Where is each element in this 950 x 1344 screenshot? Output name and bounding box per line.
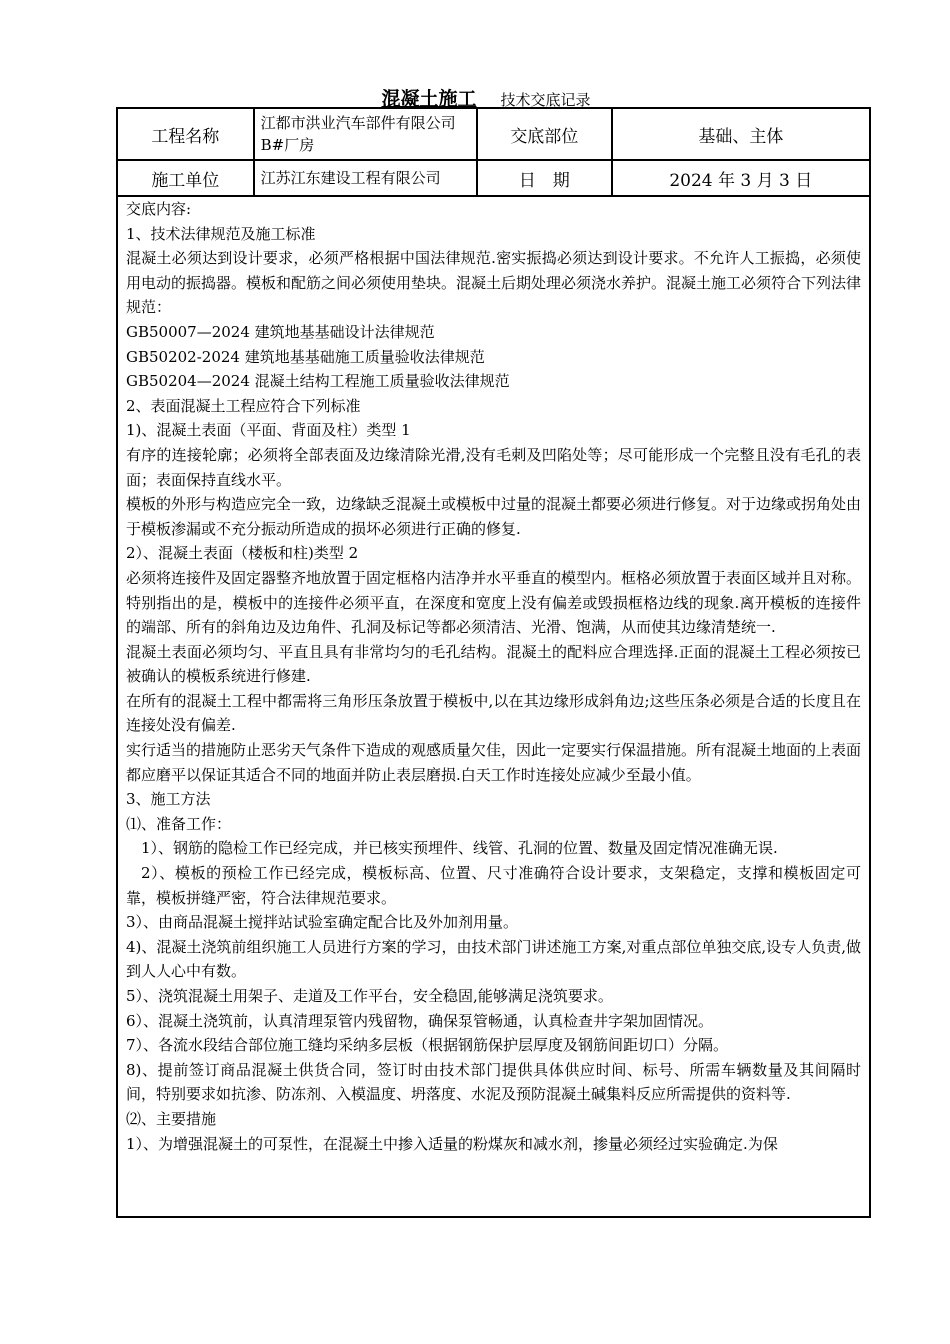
content-paragraph: 模板的外形与构造应完全一致，边缘缺乏混凝土或模板中过量的混凝土都要必须进行修复。对于边缘或拐角处由于模板渗漏或不充分振动所造成的损坏必须进行正确的修复.	[126, 495, 862, 538]
content-paragraph: 混凝土必须达到设计要求，必须严格根据中国法律规范.密实振捣必须达到设计要求。不允许人工振捣，必须使用电动的振捣器。模板和配筋之间必须使用垫块。混凝土后期处理必须浇水养护。混凝土施工必须符合下列法律规范：	[126, 249, 862, 317]
title-sub: 技术交底记录	[500, 91, 591, 109]
content-paragraph: 交底内容:	[126, 200, 192, 218]
standard-item: GB50007—2024 建筑地基基础设计法律规范	[126, 322, 435, 341]
section-heading: 3、施工方法	[126, 790, 211, 809]
date-value: 2024 年 3 月 3 日	[612, 160, 870, 196]
date-label: 日 期	[477, 160, 612, 196]
section-heading: 1、技术法律规范及施工标准	[126, 224, 316, 243]
construction-unit-label: 施工单位	[117, 160, 254, 196]
subsection-heading: ⑵、主要措施	[126, 1109, 217, 1128]
list-item: 1）、为增强混凝土的可泵性，在混凝土中掺入适量的粉煤灰和减水剂，掺量必须经过实验确定.为保	[126, 1134, 778, 1153]
handover-part-value: 基础、主体	[612, 108, 870, 160]
content-paragraph: 实行适当的措施防止恶劣天气条件下造成的观感质量欠佳，因此一定要实行保温措施。所有混凝土地面的上表面都应磨平以保证其适合不同的地面并防止表层磨损.白天工作时连接处应减少至最小值。	[126, 741, 862, 784]
list-item: 4)、混凝土浇筑前组织施工人员进行方案的学习，由技术部门讲述施工方案,对重点部位单独交底,设专人负责,做到人人心中有数。	[126, 937, 861, 981]
standard-item: GB50202-2024 建筑地基基础施工质量验收法律规范	[126, 347, 485, 366]
project-name-label: 工程名称	[117, 108, 254, 160]
header-row-2	[117, 160, 870, 196]
handover-part-label: 交底部位	[477, 108, 612, 160]
list-item: 5）、浇筑混凝土用架子、走道及工作平台，安全稳固,能够满足浇筑要求。	[126, 987, 613, 1005]
project-name-value: 江都市洪业汽车部件有限公司 B#厂房	[254, 108, 477, 160]
list-item: 6）、混凝土浇筑前，认真清理泵管内残留物，确保泵管畅通，认真检查井字架加固情况。	[126, 1011, 714, 1030]
list-item: 2）、模板的预检工作已经完成，模板标高、位置、尺寸准确符合设计要求，支架稳定，支撑和模板固定可靠，模板拼缝严密，符合法律规范要求。	[126, 864, 861, 907]
subsection-heading: ⑴、准备工作：	[126, 814, 232, 833]
section-heading: 2、表面混凝土工程应符合下列标准	[126, 396, 361, 415]
content-paragraph: 在所有的混凝土工程中都需将三角形压条放置于模板中,以在其边缘形成斜角边;这些压条必须是合适的长度且在连接处没有偏差.	[126, 691, 861, 735]
content-paragraph: 必须将连接件及固定器整齐地放置于固定框格内洁净并水平垂直的模型内。框格必须放置于表面区域并且对称。特别指出的是，模板中的连接件必须平直，在深度和宽度上没有偏差或毁损框格边线的现象.离开模板的连接件的端部、所有的斜角边及边角件、孔洞及标记等都必须清洁、光滑、饱满，从而使其边缘清楚统一.	[126, 568, 862, 637]
subsection-heading: 1)、混凝土表面（平面、背面及柱）类型 1	[126, 421, 411, 440]
subsection-heading: 2）、混凝土表面（楼板和柱)类型 2	[126, 544, 359, 563]
header-table	[116, 107, 871, 197]
content-paragraph: 有序的连接轮廓；必须将全部表面及边缘清除光滑,没有毛刺及凹陷处等；尽可能形成一个完整且没有毛孔的表面；表面保持直线水平。	[126, 445, 861, 489]
list-item: 3）、由商品混凝土搅拌站试验室确定配合比及外加剂用量。	[126, 913, 519, 932]
standard-item: GB50204—2024 混凝土结构工程施工质量验收法律规范	[126, 372, 510, 391]
header-row-1	[117, 108, 870, 160]
title-main: 混凝土施工	[381, 88, 477, 110]
list-item: 8)、提前签订商品混凝土供货合同，签订时由技术部门提供具体供应时间、标号、所需车辆数量及其间隔时间，特别要求如抗渗、防冻剂、入模温度、坍落度、水泥及预防混凝土碱集料反应所需提供的资料等.	[126, 1060, 861, 1104]
content-paragraph: 混凝土表面必须均匀、平直且具有非常均匀的毛孔结构。混凝土的配料应合理选择.正面的混凝土工程必须按已被确认的模板系统进行修建.	[126, 642, 861, 686]
list-item: 1）、钢筋的隐检工作已经完成，并已核实预埋件、线管、孔洞的位置、数量及固定情况准确无误.	[141, 839, 778, 858]
handover-content	[116, 195, 871, 1218]
construction-unit-value: 江苏江东建设工程有限公司	[254, 160, 477, 196]
list-item: 7）、各流水段结合部位施工缝均采纳多层板（根据钢筋保护层厚度及钢筋间距切口）分隔。	[126, 1036, 729, 1055]
